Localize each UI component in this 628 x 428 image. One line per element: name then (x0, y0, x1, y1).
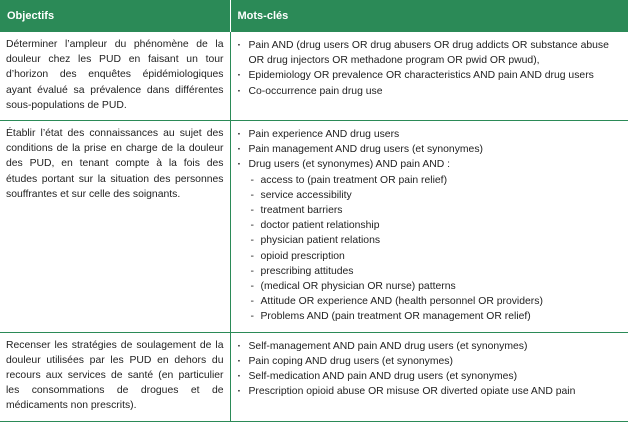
table-row (0, 332, 628, 421)
header-mots-cles: Mots-clés (230, 0, 628, 32)
sub-keyword-item: - service accessibility (237, 188, 623, 203)
table-row (0, 121, 628, 333)
sub-keyword-item: - doctor patient relationship (237, 218, 623, 233)
keyword-item: · Prescription opioid abuse OR misuse OR diverted opiate use AND pain (237, 384, 623, 399)
table-row (0, 32, 628, 121)
header-objectifs: Objectifs (0, 0, 230, 32)
sub-keyword-item: - Attitude OR experience AND (health personnel OR providers) (237, 294, 623, 309)
objective-cell: Déterminer l’ampleur du phénomène de la douleur chez les PUD en faisant un tour d’horizon des enquêtes épidémiologiques ayant évalué sa prévalence dans différentes sous-populations de PUD. (0, 32, 230, 121)
keyword-item: · Self-management AND pain AND drug users (et synonymes) (237, 339, 623, 354)
keyword-item: · Pain management AND drug users (et synonymes) (237, 142, 623, 157)
sub-keyword-item: - access to (pain treatment OR pain relief) (237, 173, 623, 188)
sub-keyword-item: - opioid prescription (237, 249, 623, 264)
objective-cell: Établir l’état des connaissances au sujet des conditions de la prise en charge de la douleur des PUD, en tenant compte à la fois des études portant sur la situation des personnes souffrantes et sur celle des soignants. (0, 121, 230, 333)
sub-keyword-item: - treatment barriers (237, 203, 623, 218)
keyword-item: · Drug users (et synonymes) AND pain AND : (237, 157, 623, 172)
keyword-item: · Pain AND (drug users OR drug abusers OR drug addicts OR substance abuse OR drug injectors OR methadone program OR pwid OR pwud), (237, 38, 623, 68)
keyword-list (237, 339, 623, 400)
keyword-list (237, 38, 623, 99)
objective-cell: Recenser les stratégies de soulagement de la douleur utilisées par les PUD en dehors du recours aux services de santé (en particulier les consommations de drogues et de médicaments non prescrits). (0, 332, 230, 421)
keyword-item: · Co-occurrence pain drug use (237, 84, 623, 99)
keyword-item: · Pain experience AND drug users (237, 127, 623, 142)
keyword-item: · Pain coping AND drug users (et synonymes) (237, 354, 623, 369)
sub-keyword-item: - Problems AND (pain treatment OR management OR relief) (237, 309, 623, 324)
keywords-cell (230, 332, 628, 421)
sub-keyword-item: - physician patient relations (237, 233, 623, 248)
keywords-cell (230, 32, 628, 121)
keyword-item: · Epidemiology OR prevalence OR characteristics AND pain AND drug users (237, 68, 623, 83)
sub-keyword-item: - (medical OR physician OR nurse) patterns (237, 279, 623, 294)
table-header-row (0, 0, 628, 32)
keywords-cell (230, 121, 628, 333)
keyword-item: · Self-medication AND pain AND drug users (et synonymes) (237, 369, 623, 384)
keyword-list (237, 127, 623, 325)
sub-keyword-item: - prescribing attitudes (237, 264, 623, 279)
